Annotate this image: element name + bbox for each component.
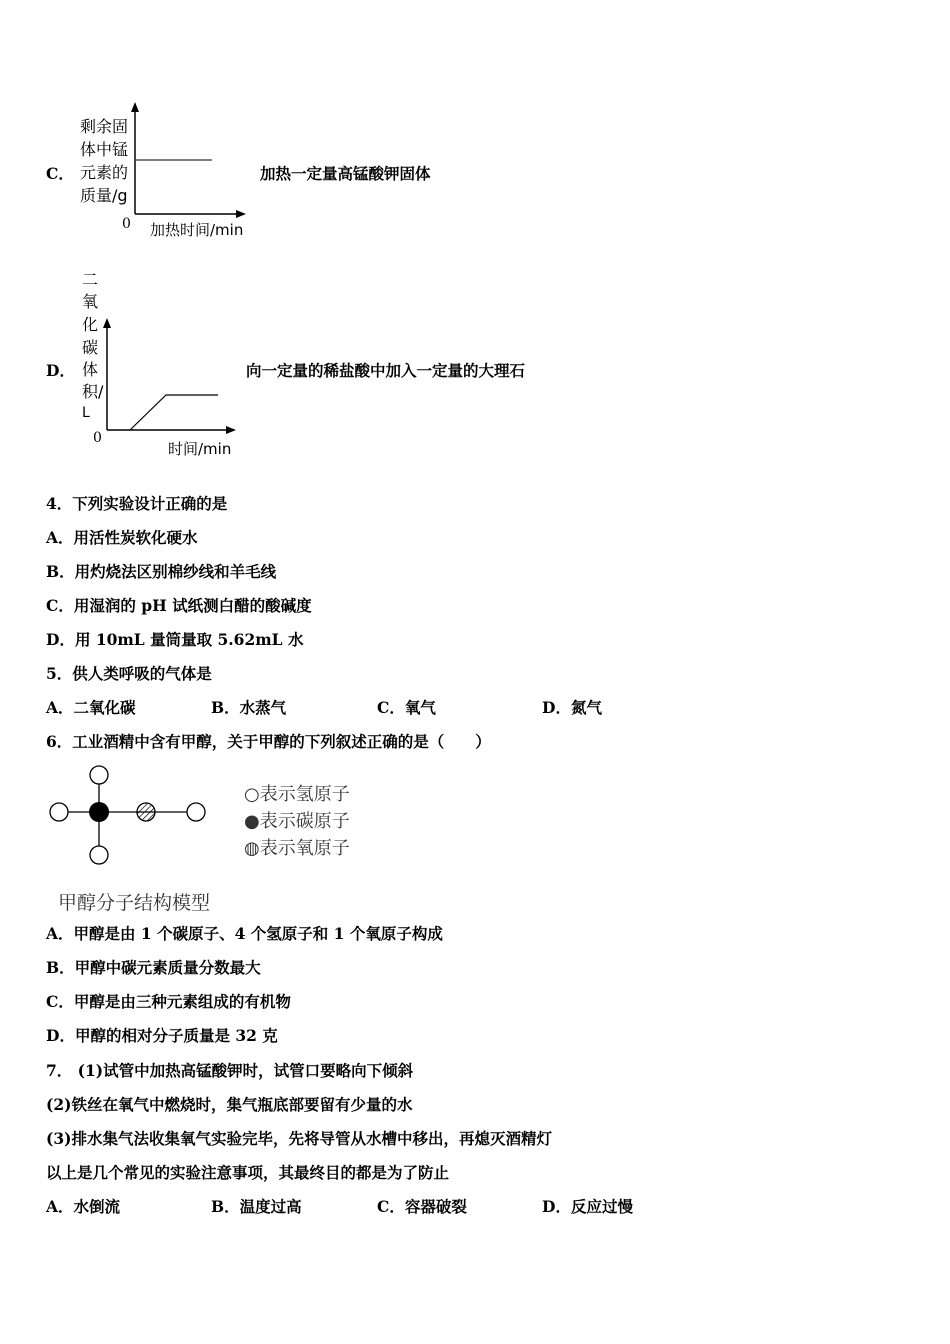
option-d: D．氮气 [542,698,602,717]
graph-d-ylabel-5: 体 [82,360,99,379]
graph-d-ylabel-2: 氧 [82,292,99,311]
graph-d-ylabel-3: 化 [82,315,99,334]
option-c: C．容器破裂 [377,1197,467,1216]
option-c: C．用湿润的 pH 试纸测白醋的酸碱度 [46,596,312,615]
carbon-atom [89,802,109,822]
graph-d-ylabel-1: 二 [82,270,99,289]
option-a: A．二氧化碳 [46,698,136,717]
option-a: A．甲醇是由 1 个碳原子、4 个氢原子和 1 个氧原子构成 [46,924,443,943]
graph-d-xlabel: 时间/min [168,440,232,458]
oxygen-atom [137,803,155,821]
graph-c-origin: 0 [122,216,131,232]
graph-d-origin: 0 [93,430,102,446]
question-stem: 4．下列实验设计正确的是 [46,494,228,513]
option-a: A．用活性炭软化硬水 [46,528,198,547]
question-stem: 6．工业酒精中含有甲醇，关于甲醇的下列叙述正确的是（ ） [46,732,491,751]
hydrogen-atom-top [90,766,108,784]
option-c-letter: C． [46,164,74,183]
graph-c-xlabel: 加热时间/min [150,221,244,239]
model-caption: 甲醇分子结构模型 [58,892,211,914]
option-c: C．甲醇是由三种元素组成的有机物 [46,992,291,1011]
graph-c-ylabel-2: 体中锰 [80,140,129,159]
graph-d-ylabel-6: 积/ [82,382,104,401]
hydrogen-atom-left [50,803,68,821]
question-line-3: (3)排水集气法收集氧气实验完毕，先将导管从水槽中移出，再熄灭酒精灯 [46,1129,552,1148]
graph-c-ylabel-4: 质量/g [80,186,128,205]
option-d: D．甲醇的相对分子质量是 32 克 [46,1026,278,1045]
graph-c-ylabel-1: 剩余固 [80,117,129,136]
graph-d-ylabel-7: L [82,405,90,421]
option-b: B．温度过高 [211,1197,302,1216]
hydrogen-atom-right [187,803,205,821]
question-line-1: 7． (1)试管中加热高锰酸钾时，试管口要略向下倾斜 [46,1061,414,1080]
hydrogen-atom-bottom [90,846,108,864]
option-d: D．反应过慢 [542,1197,633,1216]
graph-c-description: 加热一定量高锰酸钾固体 [260,164,431,183]
option-b: B．水蒸气 [211,698,287,717]
graph-d-ylabel-4: 碳 [82,338,99,357]
legend-hydrogen: ○表示氢原子 [244,784,350,805]
option-c: C．氧气 [377,698,436,717]
option-b: B．甲醇中碳元素质量分数最大 [46,958,261,977]
question-line-4: 以上是几个常见的实验注意事项，其最终目的都是为了防止 [46,1163,450,1182]
legend-oxygen: ◍表示氧原子 [244,838,350,859]
option-d-letter: D． [46,361,75,380]
graph-c-ylabel-3: 元素的 [80,163,129,182]
option-b: B．用灼烧法区别棉纱线和羊毛线 [46,562,277,581]
option-d: D．用 10mL 量筒量取 5.62mL 水 [46,630,304,649]
legend-carbon: ●表示碳原子 [244,811,350,832]
option-a: A．水倒流 [46,1197,121,1216]
graph-d-description: 向一定量的稀盐酸中加入一定量的大理石 [246,361,526,380]
question-line-2: (2)铁丝在氧气中燃烧时，集气瓶底部要留有少量的水 [46,1095,413,1114]
question-stem: 5．供人类呼吸的气体是 [46,664,212,683]
